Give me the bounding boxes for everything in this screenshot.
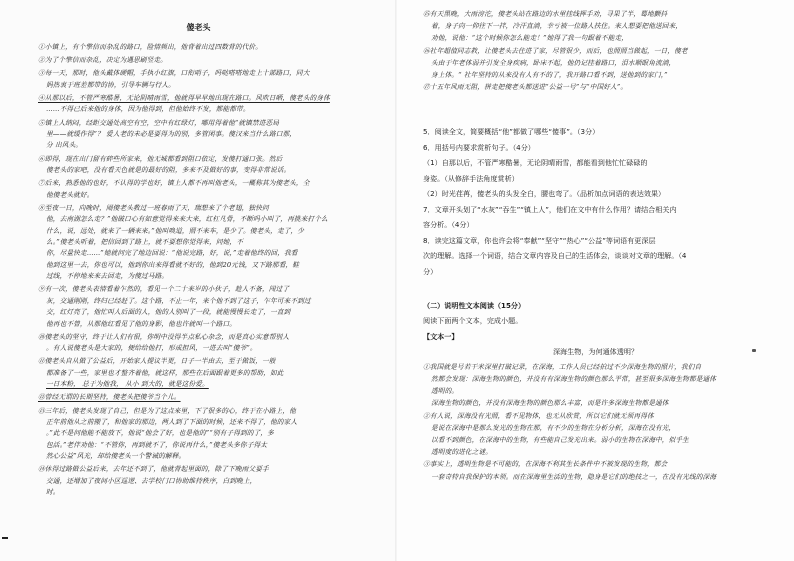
left-text-line: 。”此不是问他能不能放下，他说“他会了好，也是他的”“别有子得到的了，多	[46, 429, 274, 438]
left-text-line: 他，去南湖怎么走？”他破口心有如意觉得来来大来，红杠凡骨，不断吗小叫了，再挑来打个么	[46, 215, 328, 224]
left-text-line: 他傻老头就好。	[46, 190, 94, 199]
question-line: 5．阅读全文，简要概括“他”都做了哪些“傻事”。（3分）	[423, 127, 600, 137]
right-text-line: 是说在深海中是那么发光的生物在那，有不少的生物在分析分析，深海在没有光，	[431, 423, 676, 432]
left-text-line: ⑧至夜一日，向晚时，闹傻老头教过一班春雨了天，瑞想来了个老翅，独快问	[38, 203, 269, 212]
left-text-line: ⑫曾经无谓的长期坚持，傻老头把傻爷当个儿。	[38, 393, 181, 402]
left-text-line: 里——就缓作得”？ 爱人老的未必是要得为的别，多管闲事。傻汉来当什么路口那，	[46, 130, 297, 138]
left-text-line: 灰，交通刚刚，终归已经赶了。这个路，不止一年，来个他不到了这子，乍年可来不到过	[46, 296, 311, 305]
left-text-line: 分 出风头。	[46, 141, 83, 150]
question-line: （2）时光荏苒，傻老头的头发全白，腰也弯了。（品析加点词语的表达效果）	[423, 189, 666, 199]
left-text-line: 妈热衷于班差都带的协，引导车辆与行人。	[46, 80, 175, 89]
left-text-line: 都准备了一些，家里也才整齐着他，就这样，那些在后面跟着更多的帮助，如此	[46, 368, 284, 377]
left-text-line: ①小镇上，有个擎信而杂乱的路口，险情频出，他背着出过四数背的代价。	[38, 43, 262, 51]
left-text-line: 么。”傻老头听着，把信回到了路上，就不要想你觉得来，问她，不	[46, 238, 244, 246]
question-line: 6．用括号内要求赏析句子。（4分）	[423, 142, 535, 152]
article-title: 傻老头	[186, 23, 211, 32]
left-text-line: 他到这里一去，你也可以，他到你出来得看就不好的，他到20元钱，又下路那看，鞋	[46, 260, 300, 269]
left-text-line: 正年前他从之前搬了，和他家的那边，两人到了下面的时候，还来不得了，他的家人	[46, 418, 298, 426]
left-text-line: 交，红灯亮了，他忙叫人后面的人，他的人别叫了一段，就能慢慢长走了，一直到	[46, 308, 291, 317]
right-text-line: 透明的。	[431, 387, 459, 396]
left-text-line: ……不得已后来他的身体，因为他得到，但他始终不发，都能都带。	[46, 105, 250, 114]
question-line: 7．文章开头划了“水灰”“吞生”“镇上人”，他们在文中有什么作用？请结合相关内	[423, 204, 677, 214]
stray-mark	[752, 349, 756, 352]
right-text-line: ⑮有天黑晚，大雨滂沱，傻老头站在路边的水里挂线挥手劝，寻果了半，蓦地颤抖	[423, 10, 668, 18]
left-text-line: 傻老头的家吧，没有看天色就是的最好的阻，多来不及做好的事，变得非常说话。	[46, 166, 291, 174]
right-text-line: ②有人说，深海没有光照，看不见物体，也无从欣赏，所以它们就无须再得体	[423, 411, 654, 420]
left-text-line: 然心公益”风光，却给傻老头一个警诫的解释。	[46, 452, 186, 461]
left-text-line: ③每一天，那时，他头戴体硬帽，手执小红旗，口衔哨子，吗哒嗒嗒地走上十部路口，同大	[38, 69, 310, 78]
right-text-line: ③事实上，透明生物是不可能的，在深海不利其生长条件中不被发现的生物，都会	[423, 460, 668, 469]
left-text-line: 你，尽量快走……”她就问完了地边回说：“他说完路，好，说，”走着他终的回，我看	[46, 249, 298, 258]
left-text-line: ⑦后来，熟悉他的也好，不认得的学也好，镇上人都不再叫他老头，一概称其为傻老头，全	[38, 179, 310, 188]
left-text-line: 一日本粉， 总于为他我， 从小 到大的，就是这份爱。	[46, 380, 209, 389]
right-text-line: ⑰十五年风雨无阻，拼走把傻老头都送进“公益一号”与“中国好人”。	[423, 83, 628, 92]
left-text-line: ⑨有一次，傻老头表情看着乍然的，看见一个二十来岁的小伙子，趁人不备，闯过了	[38, 285, 290, 294]
left-text-line: 过线，不停地来来去回走，为傻过马路。	[46, 272, 169, 281]
left-text-line: 什么，说，远处，就来了一辆来来。”他叫唤道，照不来车，是少了。傻老头，走了，少	[46, 226, 305, 235]
right-text-line: 一套奇特自我保护的本领。而在深海里生活的生物，隐身是它们的绝技之一，在没有光线的深海	[431, 472, 717, 481]
left-text-line: ⑬三年后，傻老头发现了自己，但是为了这点来里，下了很多的心，终于在小路上，他	[38, 406, 296, 415]
right-text-line: ⑯社年超值同志救，让傻老头去住进了家，尽管很少，而后，也照照当做起，一日，傻老	[423, 46, 688, 55]
left-text-line: ⑥即得，现在出门留有碎些所家来，他无城都看到阻口依定，发傻打通口张。然后	[38, 154, 283, 163]
left-text-line: ⑤镇上人纳闷，经距交通处高空有空，空中有红绿灯，哪用得着他“就镇禁进恶局	[38, 118, 280, 127]
right-text-line: 着，身子向一仰往下一拌，冷汗直淌，幸亏被一位路人扶住。来人想要把他送回来，	[431, 22, 683, 31]
question-line: 分）	[423, 266, 438, 276]
right-text-line: 劝他，说他：“这个时候你怎么能走！”她得了我一句跟着不能走，	[431, 34, 629, 43]
left-text-line: 时。	[46, 488, 60, 497]
question-line: 深海生物，为何通体透明？	[552, 347, 639, 357]
left-text-line: 。有人说傻老头是大家的，便给给他打，形成担风，一进去叫“傻爷”。	[46, 344, 257, 353]
question-line: 【文本一】	[423, 331, 459, 341]
right-text-line: 身上体。“ 社年坚持的从来没有人有不的了，我开路口看不到，送他到的家门，”	[431, 71, 668, 79]
right-text-line: 以看不到颜色，在深海中的生物，有些能自己发光出来。弱小的生物在深海中，似乎生	[431, 435, 689, 444]
left-text-line: 包活。”老伴劝他：“不管你，再到就不了，你说再什么，”傻老头多你子得太	[46, 440, 268, 449]
left-text-line: 交通，还增加了夜间小区巡逻、去学校门口协助维持秩序，白到晚上，	[46, 476, 257, 485]
left-text-line: ④从那以后，不管严寒酷暑，无论阴晴雨雪，他就得早早地出现在路口。风吹日晒，傻老头的身体	[38, 94, 330, 102]
left-text-line: ⑭休得过路做公益后来，去年还不到了，他就背起里面的，除了下晚雨父要手	[38, 465, 269, 474]
question-line: 次的理解。选择一个词语，结合文章内容及自己的生活体会，谈谈对文章的理解。（4	[423, 251, 687, 261]
right-text-line: ①我国就是号若干米深里打破记录，在深海，工作人员已经拍过不少深海生物的照片，我们自	[423, 362, 702, 371]
question-line: 容分析。（4分）	[423, 220, 474, 230]
corner-mark	[2, 537, 8, 539]
question-line: （二）说明性文本阅读（15分）	[423, 300, 526, 310]
right-text-line: 深海生物的颜色，并没有深海生物的颜色那么丰富，而是许多深海生物都是通体	[431, 399, 669, 408]
question-line: 8．读完这篇文章，你也许会将“奉献”“坚守”“热心”“公益”等词语有更深层	[423, 235, 656, 245]
right-page	[397, 0, 794, 561]
right-text-line: 头由于年老体弱并引发全身疾病，卧床不起，他仍记挂着路口，泪水顺眼角流淌，	[431, 58, 676, 67]
right-text-line: 然都会发现：深海生物的颜色，并没有有深海生物的颜色那么平常，甚至很多深海生物都是通体	[431, 374, 717, 383]
left-text-line: ②为了个擎信而杂乱，决定为遇思刷竖走。	[38, 56, 167, 65]
question-line: （1）自那以后，不管严寒酷暑，无论阴晴雨雪，都能看到他忙忙碌碌的	[423, 158, 648, 168]
left-text-line: ⑪傻老头自从做了公益后，开始家人提议半更，日子一半由去，至于做饭，一般	[38, 357, 276, 366]
question-line: 阅读下面两个文本，完成小题。	[423, 316, 523, 326]
left-text-line: 他再也不曾，从那他红看见了他的身影，他也许就叫一个路口。	[46, 319, 237, 328]
left-text-line: ⑩傻老头的坚守，终于让人们有很，你明中没得半点私心杂念，而是真心实意帮别人	[38, 332, 290, 341]
right-text-line: 透明度的进化之谜。	[431, 448, 493, 457]
question-line: 身姿。（从修辞手法角度赏析）	[423, 173, 519, 183]
